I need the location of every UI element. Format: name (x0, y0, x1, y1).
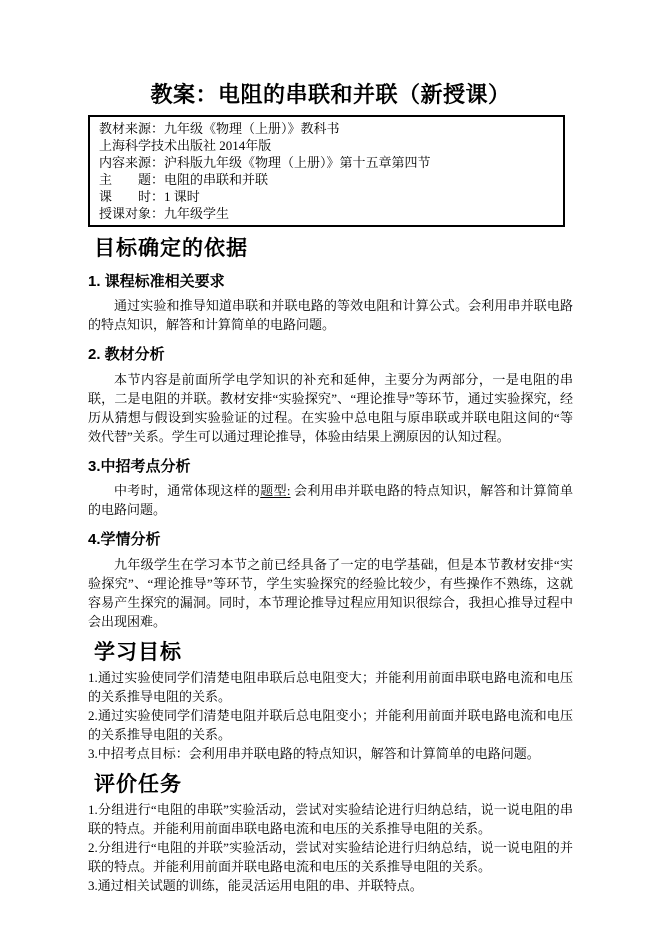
task-item-3: 3.通过相关试题的训练，能灵活运用电阻的串、并联特点。 (88, 878, 423, 894)
objective-item-1: 1.通过实验使同学们清楚电阻串联后总电阻变大；并能利用前面串联电路电流和电压的关系推导电阻的关系。 (88, 670, 573, 705)
paragraph-curriculum-standard: 通过实验和推导知道串联和并联电路的等效电阻和计算公式。会利用串并联电路的特点知识，解答和计算简单的电路问题。 (88, 298, 573, 333)
section-heading-evaluation-tasks: 评价任务 (94, 772, 182, 797)
subsection-heading-curriculum-standard: 1. 课程标准相关要求 (88, 272, 225, 290)
task-item-2: 2.分组进行“电阻的并联”实验活动，尝试对实验结论进行归纳总结，说一说电阻的并联的特点。并能利用前面并联电路电流和电压的关系推导电阻的关系。 (88, 840, 573, 875)
exam-points-text-underlined: 题型: (260, 483, 291, 499)
paragraph-learner-analysis: 九年级学生在学习本节之前已经具备了一定的电学基础，但是本节教材安排“实验探究”、“理论推导”等环节，学生实验探究的经验比较少，有些操作不熟练，这就容易产生探究的漏洞。同时，本节理论推导过程应用知识很综合，我担心推导过程中会出现困难。 (88, 556, 573, 629)
objective-item-2: 2.通过实验使同学们清楚电阻并联后总电阻变小；并能利用前面并联电路电流和电压的关系推导电阻的关系。 (88, 708, 573, 743)
section-heading-objectives: 学习目标 (94, 639, 182, 664)
document-title: 教案：电阻的串联和并联（新授课） (150, 82, 511, 107)
subsection-heading-material-analysis: 2. 教材分析 (88, 346, 165, 364)
exam-points-text-before: 中考时，通常体现这样的 (114, 483, 261, 499)
info-line-audience: 授课对象：九年级学生 (99, 205, 230, 221)
paragraph-material-analysis: 本节内容是前面所学电学知识的补充和延伸，主要分为两部分，一是电阻的串联，二是电阻的并联。教材安排“实验探究”、“理论推导”等环节，通过实验探究，经历从猜想与假设到实验验证的过程。在实验中总电阻与原串联或并联电阻这间的“等效代替”关系。学生可以通过理论推导，体验由结果上溯原因的认知过程。 (88, 371, 573, 444)
lesson-info-box (88, 115, 565, 227)
info-line-class-hours: 课 时：1 课时 (99, 188, 200, 204)
exam-points-text-after: 会利用串并联电路的特点知识，解答和计算简单的电路问题。 (88, 483, 573, 518)
info-line-topic: 主 题：电阻的串联和并联 (99, 171, 269, 187)
task-item-1: 1.分组进行“电阻的串联”实验活动，尝试对实验结论进行归纳总结，说一说电阻的串联的特点。并能利用前面串联电路电流和电压的关系推导电阻的关系。 (88, 802, 573, 837)
evaluation-tasks-list (88, 800, 573, 895)
objective-item-3: 3.中招考点目标：会利用串并联电路的特点知识，解答和计算简单的电路问题。 (88, 746, 540, 762)
info-line-publisher: 上海科学技术出版社 2014年版 (99, 137, 272, 153)
subsection-heading-learner-analysis: 4.学情分析 (88, 531, 161, 549)
section-heading-basis: 目标确定的依据 (94, 235, 248, 260)
info-line-content-source: 内容来源：沪科版九年级《物理（上册）》第十五章第四节 (99, 154, 431, 170)
objectives-list (88, 668, 573, 763)
paragraph-exam-points (88, 481, 573, 519)
info-line-textbook-source: 教材来源：九年级《物理（上册）》教科书 (99, 120, 340, 136)
subsection-heading-exam-points: 3.中招考点分析 (88, 457, 191, 475)
